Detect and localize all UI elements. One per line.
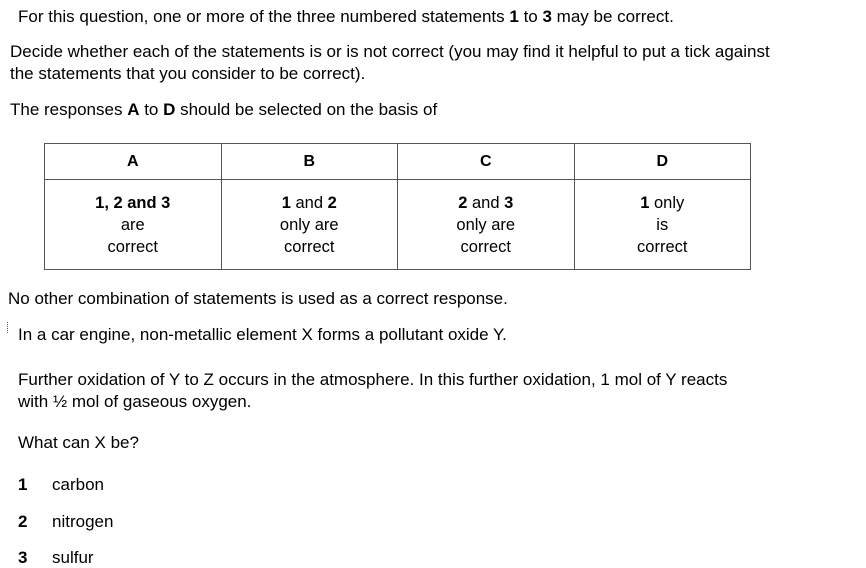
further-line-1: Further oxidation of Y to Z occurs in the atmosphere. In this further oxidation, 1 mol of Y reacts [18, 370, 728, 389]
cell-a [45, 180, 222, 270]
instruction-line-2: Decide whether each of the statements is or is not correct (you may find it helpful to put a tick against [10, 42, 770, 61]
further-line-2: with ½ mol of gaseous oxygen. [18, 392, 252, 411]
cell-d-line-1: 1 only [640, 194, 685, 212]
header-a: A [45, 144, 222, 180]
question-marker [7, 322, 9, 333]
cell-b [221, 180, 398, 270]
cell-a-line-1: 1, 2 and 3 [95, 194, 171, 212]
cell-b-line-3: correct [284, 238, 335, 256]
cell-c [398, 180, 575, 270]
statement-text: sulfur [52, 548, 94, 567]
statement-number: 2 [18, 512, 28, 531]
cell-a-line-3: correct [107, 238, 158, 256]
statement-number: 1 [18, 475, 28, 494]
statement-number: 3 [18, 548, 28, 567]
statement-3 [18, 548, 94, 568]
statement-2 [18, 512, 113, 532]
header-c: C [398, 144, 575, 180]
instruction-paragraph [10, 41, 770, 85]
statement-1 [18, 475, 104, 495]
response-key-table [44, 143, 751, 270]
instruction-line-4: The responses A to D should be selected on the basis of [10, 100, 438, 119]
cell-c-line-2: only are [456, 216, 516, 234]
cell-d-line-2: is [656, 216, 669, 234]
table-header-row [45, 144, 751, 180]
statement-text: carbon [52, 475, 104, 494]
cell-d [574, 180, 751, 270]
header-b: B [221, 144, 398, 180]
instruction-line-1: For this question, one or more of the three numbered statements 1 to 3 may be correct. [18, 7, 674, 26]
question-further-info [18, 369, 727, 413]
header-d: D [574, 144, 751, 180]
cell-d-line-3: correct [637, 238, 688, 256]
table-row [45, 180, 751, 270]
instruction-line-3: the statements that you consider to be correct). [10, 64, 366, 83]
cell-c-line-3: correct [460, 238, 511, 256]
cell-c-line-1: 2 and 3 [458, 194, 514, 212]
cell-b-line-2: only are [279, 216, 339, 234]
question-stem: In a car engine, non-metallic element X forms a pollutant oxide Y. [18, 325, 507, 344]
question-ask: What can X be? [18, 433, 139, 452]
response-note: No other combination of statements is used as a correct response. [8, 289, 508, 308]
cell-a-line-2: are [120, 216, 145, 234]
statement-text: nitrogen [52, 512, 114, 531]
cell-b-line-1: 1 and 2 [281, 194, 337, 212]
